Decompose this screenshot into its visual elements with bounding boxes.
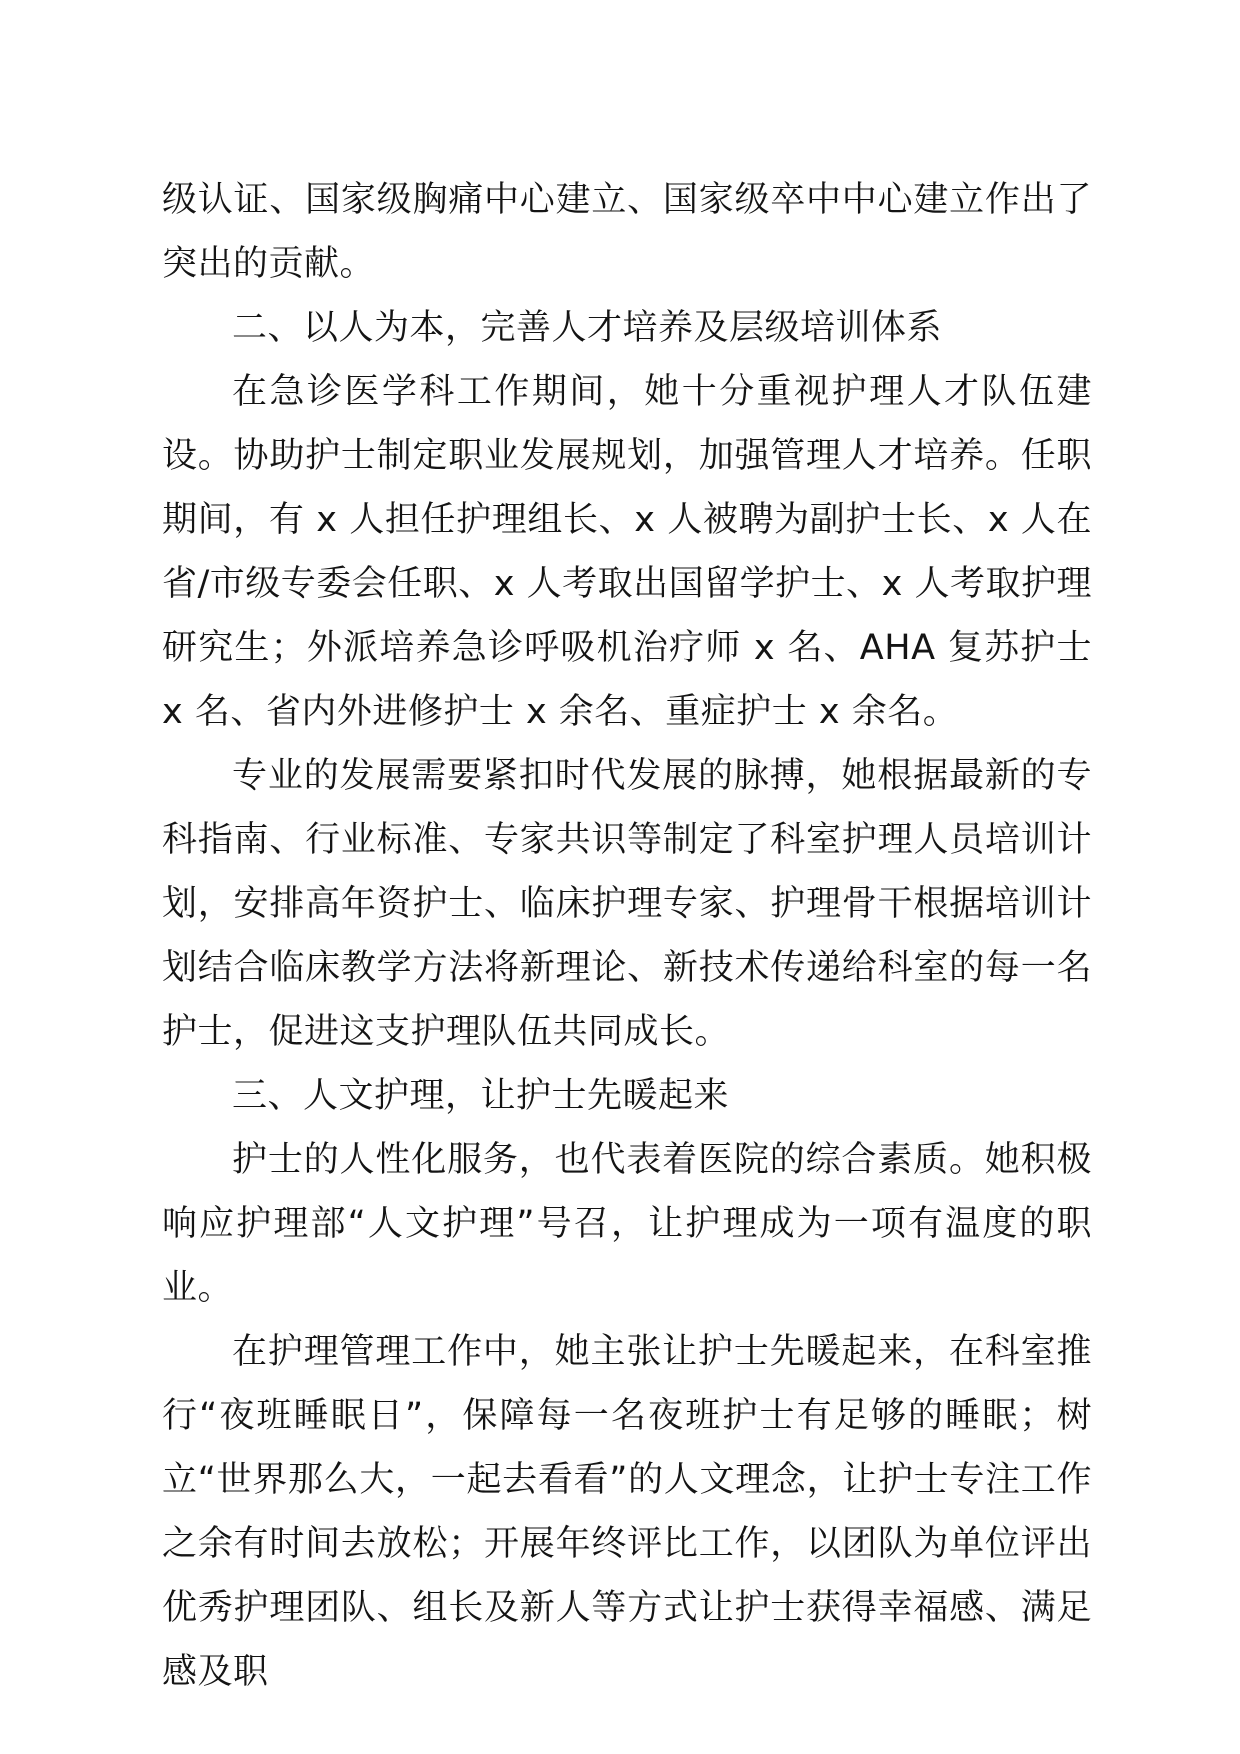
document-body <box>162 168 1092 1704</box>
paragraph-continuation: 级认证、国家级胸痛中心建立、国家级卒中中心建立作出了突出的贡献。 <box>162 180 1092 284</box>
paragraph-humanistic-service: 护士的人性化服务，也代表着医院的综合素质。她积极响应护理部“人文护理”号召，让护理成为一项有温度的职业。 <box>162 1140 1092 1308</box>
paragraph-talent-team: 在急诊医学科工作期间，她十分重视护理人才队伍建设。协助护士制定职业发展规划，加强管理人才培养。任职期间，有 x 人担任护理组长、x 人被聘为副护士长、x 人在省/市级专委会任职、x 人考取出国留学护士、x 人考取护理研究生；外派培养急诊呼吸机治疗师 x 名、AHA 复苏护士 x 名、省内外进修护士 x 余名、重症护士 x 余名。 <box>162 372 1092 732</box>
paragraph-nurse-care: 在护理管理工作中，她主张让护士先暖起来，在科室推行“夜班睡眠日”，保障每一名夜班护士有足够的睡眠；树立“世界那么大，一起去看看”的人文理念，让护士专注工作之余有时间去放松；开展年终评比工作，以团队为单位评出优秀护理团队、组长及新人等方式让护士获得幸福感、满足感及职 <box>162 1332 1092 1692</box>
paragraph-training-plan: 专业的发展需要紧扣时代发展的脉搏，她根据最新的专科指南、行业标准、专家共识等制定了科室护理人员培训计划，安排高年资护士、临床护理专家、护理骨干根据培训计划结合临床教学方法将新理论、新技术传递给科室的每一名护士，促进这支护理队伍共同成长。 <box>162 756 1092 1052</box>
section-heading-2: 二、以人为本，完善人才培养及层级培训体系 <box>232 308 943 348</box>
section-heading-3: 三、人文护理，让护士先暖起来 <box>232 1076 730 1116</box>
